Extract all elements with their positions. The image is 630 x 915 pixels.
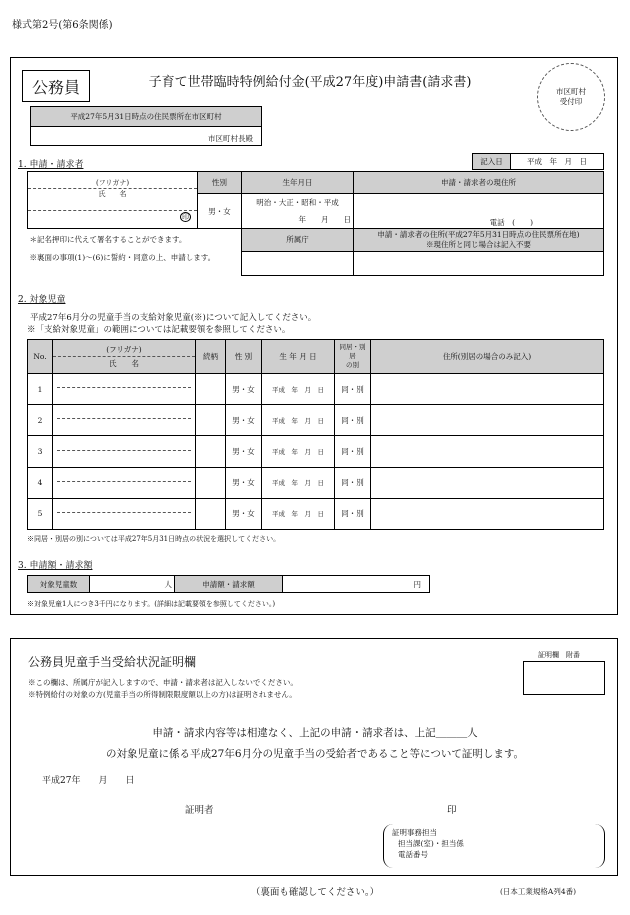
- child-address-field[interactable]: [371, 467, 604, 498]
- col-relation: 続柄: [196, 340, 226, 374]
- municipality-box[interactable]: [30, 106, 262, 146]
- back-side-note: （裏面も確認してください。）: [250, 887, 380, 898]
- gender-field[interactable]: 男・女: [198, 194, 242, 229]
- civil-servant-badge: 公務員: [22, 70, 90, 102]
- cert-date[interactable]: 平成27年 月 日: [42, 776, 135, 786]
- phone-label: 電話 ( ): [489, 218, 533, 228]
- child-name-field[interactable]: [53, 498, 196, 529]
- certifier-seal: 印: [447, 805, 457, 816]
- child-name-field[interactable]: [53, 436, 196, 467]
- applicant-table: [27, 171, 604, 276]
- child-address-field[interactable]: [371, 498, 604, 529]
- col-furigana: (フリガナ): [53, 343, 195, 357]
- furigana-label: (フリガナ): [95, 178, 130, 187]
- col-address: 住所(別居の場合のみ記入): [371, 340, 604, 374]
- amount-label: 申請額・請求額: [175, 576, 283, 593]
- amount-note: ※対象児童1人につき3千円になります。(詳細は記載要領を参照してください。): [27, 600, 276, 608]
- reception-stamp-area: [537, 63, 605, 131]
- children-table: [27, 339, 604, 530]
- child-relation-field[interactable]: [196, 498, 226, 529]
- child-row: [28, 374, 604, 405]
- child-relation-field[interactable]: [196, 467, 226, 498]
- section-3-heading: 3. 申請額・請求額: [18, 561, 93, 571]
- child-name-field[interactable]: [53, 405, 196, 436]
- child-gender-field[interactable]: 男・女: [226, 498, 262, 529]
- birth-field[interactable]: [242, 194, 354, 229]
- contact-line-3: 電話番号: [398, 850, 428, 859]
- child-gender-field[interactable]: 男・女: [226, 405, 262, 436]
- child-count-label: 対象児童数: [28, 576, 90, 593]
- era-options: 明治・大正・昭和・平成: [256, 198, 339, 208]
- cert-body-1: 申請・請求内容等は相違なく、上記の申請・請求者は、上記＿＿＿人: [152, 727, 478, 739]
- address-field[interactable]: [354, 194, 604, 229]
- child-gender-field[interactable]: 男・女: [226, 436, 262, 467]
- child-row: [28, 405, 604, 436]
- cert-number-box[interactable]: [523, 661, 605, 695]
- col-name: [53, 340, 196, 374]
- child-living-field[interactable]: 同・別: [335, 436, 371, 467]
- section-2-heading: 2. 対象児童: [18, 295, 66, 305]
- contact-box[interactable]: [383, 824, 605, 868]
- child-gender-field[interactable]: 男・女: [226, 467, 262, 498]
- certifier-label: 証明者: [185, 805, 214, 816]
- child-address-field[interactable]: [371, 405, 604, 436]
- child-name-field[interactable]: [53, 374, 196, 405]
- applicant-name-cell[interactable]: [28, 172, 198, 229]
- child-relation-field[interactable]: [196, 436, 226, 467]
- child-address-field[interactable]: [371, 436, 604, 467]
- child-living-field[interactable]: 同・別: [335, 467, 371, 498]
- note-consent: ※裏面の事項(1)～(6)に誓約・同意の上、申請します。: [29, 253, 216, 263]
- col-living: [335, 340, 371, 374]
- form-number: 様式第2号(第6条関係): [12, 20, 113, 31]
- child-no: 1: [28, 374, 53, 405]
- office-header: 所属庁: [242, 229, 354, 251]
- child-gender-field[interactable]: 男・女: [226, 374, 262, 405]
- child-count-field[interactable]: 人: [90, 576, 175, 593]
- note-signature: ＊記名押印に代えて署名することができます。: [29, 235, 187, 245]
- col-living-1: 同居・別居: [339, 343, 366, 361]
- registered-address-field[interactable]: [354, 251, 604, 276]
- child-relation-field[interactable]: [196, 405, 226, 436]
- entry-date-field[interactable]: 平成 年 月 日: [511, 154, 604, 170]
- col-birth: 生 年 月 日: [262, 340, 335, 374]
- name-label: 氏 名: [98, 189, 127, 198]
- paper-size-note: (日本工業規格A列4番): [500, 887, 577, 896]
- child-birth-field[interactable]: 平成 年 月 日: [262, 467, 335, 498]
- entry-date-table: [472, 153, 604, 170]
- address-header: 申請・請求者の現住所: [354, 172, 604, 194]
- form-title: 子育て世帯臨時特例給付金(平成27年度)申請書(請求書): [148, 75, 472, 90]
- child-living-field[interactable]: 同・別: [335, 374, 371, 405]
- child-birth-field[interactable]: 平成 年 月 日: [262, 436, 335, 467]
- col-name-label: 氏 名: [109, 358, 139, 368]
- children-scope-note: ※「支給対象児童」の範囲については記載要領を参照してください。: [27, 325, 291, 335]
- seal-mark: 印: [182, 212, 189, 221]
- entry-date-label: 記入日: [473, 154, 511, 170]
- child-birth-field[interactable]: 平成 年 月 日: [262, 498, 335, 529]
- birth-header: 生年月日: [242, 172, 354, 194]
- cert-note-1: ※この欄は、所属庁が記入しますので、申請・請求者は記入しないでください。: [28, 678, 298, 687]
- certification-title: 公務員児童手当受給状況証明欄: [28, 655, 197, 669]
- child-address-field[interactable]: [371, 374, 604, 405]
- child-row: [28, 498, 604, 529]
- cert-box-label: 証明欄 附番: [538, 651, 580, 659]
- registered-address-header: [354, 229, 604, 251]
- child-no: 3: [28, 436, 53, 467]
- child-row: [28, 467, 604, 498]
- contact-line-2: 担当課(室)・担当係: [398, 839, 464, 848]
- child-no: 5: [28, 498, 53, 529]
- registered-address-label: 申請・請求者の住所(平成27年5月31日時点の住民票所在地): [377, 229, 580, 239]
- child-birth-field[interactable]: 平成 年 月 日: [262, 374, 335, 405]
- cert-body-2: の対象児童に係る平成27年6月分の児童手当の受給者であること等について証明します。: [106, 748, 524, 760]
- contact-line-1: 証明事務担当: [392, 828, 437, 837]
- applicant-notes: [28, 229, 242, 276]
- office-field[interactable]: [242, 251, 354, 276]
- child-row: [28, 436, 604, 467]
- stamp-line-2: 受付印: [559, 97, 583, 106]
- stamp-line-1: 市区町村: [556, 87, 586, 96]
- child-no: 2: [28, 405, 53, 436]
- child-relation-field[interactable]: [196, 374, 226, 405]
- municipality-label: 平成27年5月31日時点の住民票所在市区町村: [31, 107, 261, 127]
- section-1-heading: 1. 申請・請求者: [18, 160, 84, 170]
- col-living-2: の別: [346, 361, 359, 370]
- col-no: No.: [28, 340, 53, 374]
- living-status-note: ※同居・別居の別については平成27年5月31日時点の状況を選択してください。: [27, 535, 281, 543]
- children-description: 平成27年6月分の児童手当の支給対象児童(※)について記入してください。: [30, 313, 317, 323]
- cert-note-2: ※特例給付の対象の方(児童手当の所得制限限度額以上の方)は証明されません。: [28, 690, 297, 699]
- child-name-field[interactable]: [53, 467, 196, 498]
- gender-header: 性別: [198, 172, 242, 194]
- child-birth-field[interactable]: 平成 年 月 日: [262, 405, 335, 436]
- child-living-field[interactable]: 同・別: [335, 498, 371, 529]
- child-living-field[interactable]: 同・別: [335, 405, 371, 436]
- child-no: 4: [28, 467, 53, 498]
- amount-field[interactable]: 円: [283, 576, 430, 593]
- birth-ymd: 年 月 日: [298, 215, 351, 225]
- mayor-label: 市区町村長殿: [208, 134, 253, 143]
- same-address-note: ※現住所と同じ場合は記入不要: [426, 239, 531, 249]
- amount-table: [27, 575, 430, 593]
- col-gender: 性 別: [226, 340, 262, 374]
